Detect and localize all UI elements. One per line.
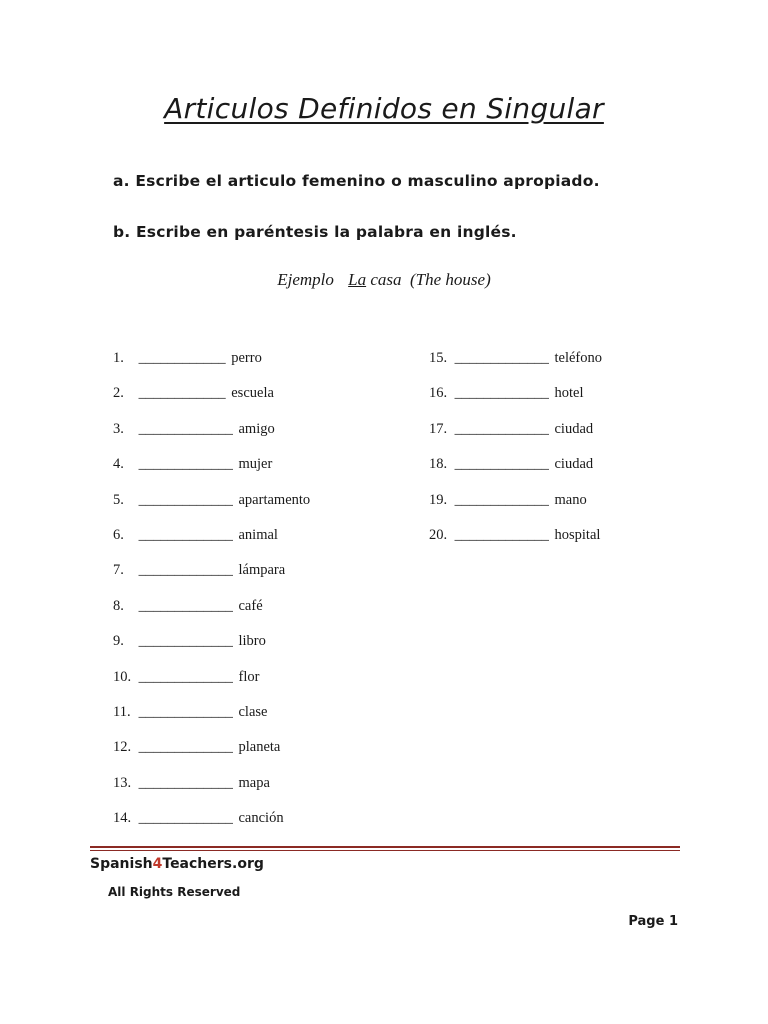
item-word: ciudad	[554, 456, 594, 473]
item-word: mapa	[238, 774, 270, 791]
item-word: perro	[231, 350, 262, 366]
item-word: animal	[238, 526, 278, 543]
footer-divider	[90, 846, 680, 848]
exercise-item	[113, 808, 310, 843]
answer-blank[interactable]: _____________	[138, 597, 233, 614]
exercise-item	[113, 525, 310, 560]
item-word: canción	[238, 810, 284, 827]
item-number: 12.	[113, 739, 132, 756]
exercise-item	[113, 348, 310, 383]
item-number: 16.	[429, 385, 448, 402]
answer-blank[interactable]: _____________	[138, 456, 233, 473]
item-number: 13.	[113, 774, 132, 791]
example-rest: casa (The house)	[370, 270, 491, 289]
instruction-a-text: Escribe el articulo femenino o masculino apropiado	[135, 172, 594, 190]
instruction-b-letter: b	[113, 223, 125, 241]
item-word: amigo	[238, 420, 275, 437]
exercise-item	[429, 525, 602, 560]
answer-blank[interactable]: _____________	[138, 668, 233, 685]
answer-blank[interactable]: _____________	[138, 526, 233, 543]
instruction-a-letter: a	[113, 172, 124, 190]
exercise-item	[113, 667, 310, 702]
item-number: 1.	[113, 350, 124, 366]
exercise-item	[113, 737, 310, 772]
item-word: hospital	[554, 526, 601, 543]
exercise-list-left	[113, 348, 310, 843]
footer-rights: All Rights Reserved	[108, 885, 241, 899]
exercise-item	[113, 383, 310, 418]
answer-blank[interactable]: _____________	[454, 526, 549, 543]
exercise-item	[113, 631, 310, 666]
exercise-list-right	[429, 348, 602, 560]
item-word: apartamento	[238, 491, 311, 508]
item-number: 14.	[113, 810, 132, 827]
site-name-domain: Teachers.org	[162, 856, 264, 872]
exercise-item	[429, 348, 602, 383]
item-number: 9.	[113, 633, 124, 650]
item-number: 18.	[429, 456, 448, 473]
answer-blank[interactable]: _____________	[138, 774, 233, 791]
answer-blank[interactable]: ____________	[138, 350, 226, 366]
item-number: 17.	[429, 420, 448, 437]
item-number: 15.	[429, 350, 448, 366]
item-number: 19.	[429, 491, 448, 508]
answer-blank[interactable]: _____________	[138, 562, 233, 579]
item-word: teléfono	[554, 350, 603, 366]
item-word: mano	[554, 491, 587, 508]
item-number: 8.	[113, 597, 124, 614]
item-number: 2.	[113, 385, 124, 402]
page-number: Page 1	[628, 914, 678, 929]
item-number: 5.	[113, 491, 124, 508]
item-word: libro	[238, 633, 266, 650]
item-number: 7.	[113, 562, 124, 579]
answer-blank[interactable]: _____________	[454, 385, 549, 402]
item-word: café	[238, 597, 263, 614]
item-number: 6.	[113, 526, 124, 543]
site-name-number: 4	[152, 856, 163, 872]
exercise-item	[429, 383, 602, 418]
item-word: hotel	[554, 385, 584, 402]
example-label: Ejemplo	[277, 270, 334, 289]
answer-blank[interactable]: _____________	[454, 491, 549, 508]
answer-blank[interactable]: _____________	[138, 810, 233, 827]
item-word: flor	[238, 668, 260, 685]
footer-divider-thin	[90, 850, 680, 851]
exercise-item	[113, 773, 310, 808]
answer-blank[interactable]: _____________	[138, 491, 233, 508]
item-number: 11.	[113, 703, 131, 720]
exercise-item	[113, 702, 310, 737]
footer-site-name	[90, 856, 264, 872]
instruction-b: b. Escribe en paréntesis la palabra en inglés.	[113, 223, 517, 241]
item-word: mujer	[238, 456, 273, 473]
example-line	[0, 270, 768, 290]
exercise-item	[113, 596, 310, 631]
item-number: 4.	[113, 456, 124, 473]
exercise-item	[113, 490, 310, 525]
item-word: planeta	[238, 739, 281, 756]
answer-blank[interactable]: ____________	[138, 385, 226, 402]
answer-blank[interactable]: _____________	[454, 420, 549, 437]
answer-blank[interactable]: _____________	[138, 703, 233, 720]
page-title: Articulos Definidos en Singular	[164, 92, 604, 125]
exercise-item	[429, 490, 602, 525]
item-word: escuela	[231, 385, 274, 402]
answer-blank[interactable]: _____________	[138, 739, 233, 756]
exercise-item	[113, 454, 310, 489]
item-word: lámpara	[238, 562, 286, 579]
answer-blank[interactable]: _____________	[454, 456, 549, 473]
example-article: La	[348, 270, 367, 289]
answer-blank[interactable]: _____________	[454, 350, 549, 366]
exercise-item	[113, 560, 310, 595]
exercise-item	[113, 419, 310, 454]
instruction-b-text: Escribe en paréntesis la palabra en inglés	[135, 223, 511, 241]
item-word: clase	[238, 703, 268, 720]
item-word: ciudad	[554, 420, 594, 437]
answer-blank[interactable]: _____________	[138, 420, 233, 437]
site-name-part: Spanish	[90, 856, 153, 872]
item-number: 20.	[429, 526, 448, 543]
instruction-a: a. Escribe el articulo femenino o masculino apropiado.	[113, 172, 600, 190]
answer-blank[interactable]: _____________	[138, 633, 233, 650]
item-number: 3.	[113, 420, 124, 437]
item-number: 10.	[113, 668, 132, 685]
exercise-item	[429, 419, 602, 454]
exercise-item	[429, 454, 602, 489]
